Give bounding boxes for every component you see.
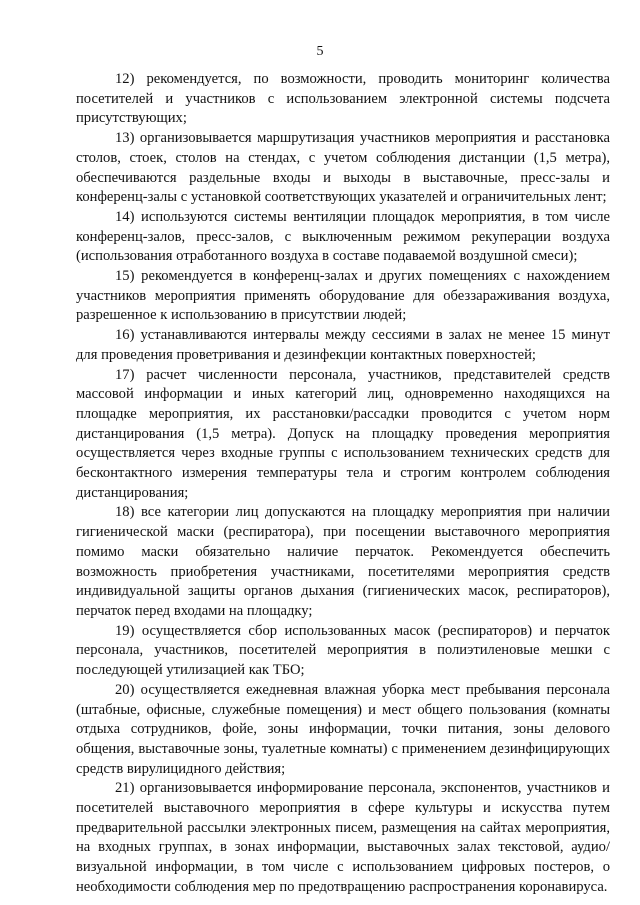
paragraph-item-15: 15) рекомендуется в конференц-залах и других помещениях с нахождением участников мероприятия применять оборудование для обеззараживания воздуха, разрешенное к использованию в присутствии людей; (76, 268, 610, 324)
paragraph-item-14: 14) используются системы вентиляции площадок мероприятия, в том числе конференц-залов, пресс-залов, с выключенным режимом рекуперации воздуха (использования отработанного воздуха в составе подаваемой воздушной смеси); (76, 208, 610, 265)
paragraph-item-21: 21) организовывается информирование персонала, экспонентов, участников и посетителей выставочного мероприятия в сфере культуры и искусства путем предварительной рассылки электронных писем, размещения на сайтах мероприятия, на входных группах, в зонах информации, выставочных залах текстовой, аудио/визуальной информации, в том числе с использованием цифровых постеров, о необходимости соблюдения мер по предотвращению распространения коронавируса. (76, 780, 610, 895)
page-number: 5 (316, 44, 324, 59)
paragraph-item-18: 18) все категории лиц допускаются на площадку мероприятия при наличии гигиенической маски (респиратора), при посещении выставочного мероприятия помимо маски обязательно наличие перчаток. Рекомендуется обеспечить возможность приобретения участниками, посетителями мероприятия средств индивидуальной защиты органов дыхания (гигиенических масок, респираторов), перчаток перед входами на площадку; (76, 504, 610, 619)
paragraph-item-20: 20) осуществляется ежедневная влажная уборка мест пребывания персонала (штабные, офисные, служебные помещения) и мест общего пользования (комнаты отдыха сотрудников, фойе, зоны информации, точки питания, зоны делового общения, выставочные зоны, туалетные комнаты) с применением дезинфицирующих средств вирулицидного действия; (76, 681, 610, 777)
paragraph-item-19: 19) осуществляется сбор использованных масок (респираторов) и перчаток персонала, участников, посетителей мероприятия в полиэтиленовые мешки с последующей утилизацией как ТБО; (76, 622, 610, 679)
paragraph-item-17: 17) расчет численности персонала, участников, представителей средств массовой информации и иных категорий лиц, одновременно находящихся на площадке мероприятия, их расстановки/рассадки проводится с учетом норм дистанцирования (1,5 метра). Допуск на площадку проведения мероприятия осуществляется через входные группы с использованием технических средств для бесконтактного измерения температуры тела и строгим контролем соблюдения дистанцирования; (76, 366, 610, 501)
document-body (76, 70, 610, 898)
paragraph-item-12: 12) рекомендуется, по возможности, проводить мониторинг количества посетителей и участников с использованием электронной системы подсчета присутствующих; (76, 71, 610, 127)
paragraph-item-16: 16) устанавливаются интервалы между сессиями в залах не менее 15 минут для проведения проветривания и дезинфекции контактных поверхностей; (76, 327, 610, 363)
paragraph-item-13: 13) организовывается маршрутизация участников мероприятия и расстановка столов, стоек, столов на стендах, с учетом соблюдения дистанции (1,5 метра), обеспечиваются раздельные входы и выходы в выставочные, пресс-залы и конференц-залы с установкой соответствующих указателей и ограничительных лент; (76, 130, 610, 206)
